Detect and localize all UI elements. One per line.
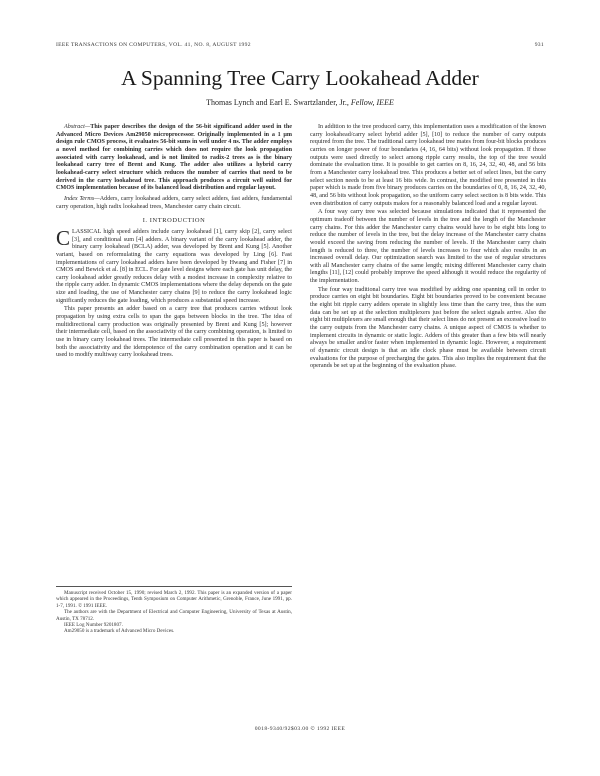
intro-paragraph-2: This paper presents an adder based on a carry tree that produces carries without look propagation by using extra cells to span the gaps between blocks in the tree. The idea of multidirectional carry production was originally presented by Brent and Kung [5]; however their intermediate cell, based on the associativity of the carry combining operation, is limited to use in binary carry lookahead trees. The intermediate cell presented in this paper is based on both the associativity and the idempotence of the carry combination operation and it can be used to modify multiway carry lookahead trees. — [56, 306, 292, 359]
index-terms-text: Adders, carry lookahead adders, carry select adders, fast adders, fundamental carry operation, high radix lookahead trees, Manchester carry chain circuit. — [56, 195, 292, 210]
footnotes — [56, 586, 292, 635]
right-paragraph-1: In addition to the tree produced carry, this implementation uses a modification of the known carry lookahead/carry select hybrid adder [5], [10] to reduce the number of carry outputs required from the tree. The traditional carry lookahead tree mates from four-bit blocks produces carries on longer power of four boundaries (4, 16, 64 bits) without look propagation. If those outputs were used directly to select among ripple carry results, the top of the tree would dominate the evaluation time. It is possible to get carries on 8, 16, 24, 32, 40, 48, and 56 bits from a Manchester carry lookahead tree. This produces a better set of select lines, but the carry select section needs to be at least 16 bits wide. In contrast, the modified tree presented in this paper which is made from five binary produces carries on the boundaries of 0, 8, 16, 24, 32, 40, 48, and 56 bits without look propagation, so the uniform carry select section is 8 bits wide. This even distribution of carry outputs makes for a reasonably balanced load and a regular layout. — [310, 124, 546, 207]
section-heading-introduction: I. INTRODUCTION — [142, 217, 206, 225]
index-terms-label: Index Terms— — [64, 195, 100, 202]
footnote-manuscript: Manuscript received October 15, 1990; revised March 2, 1992. This paper is an expanded version of a paper which appeared in the Proceedings, Tenth Symposium on Computer Arithmetic, Grenoble, France, June 1991, pp. 1-7, 1991. © 1991 IEEE. — [56, 590, 292, 609]
author-line — [0, 98, 600, 107]
drop-cap-letter: C — [56, 225, 71, 250]
footnote-log-number: IEEE Log Number 9201807. — [64, 622, 123, 629]
journal-line: IEEE TRANSACTIONS ON COMPUTERS, VOL. 41, NO. 8, AUGUST 1992 — [56, 42, 251, 48]
right-paragraph-3: The four way traditional carry tree was modified by adding one spanning cell in order to produce carries on eight bit boundaries. Eight bit boundaries proved to be convenient because the eight bit ripple carry adders operate in slightly less time than the carry tree, thus the sum data can be set up at the selection multiplexers just before the select signals arrive. Also the eight bit multiplexers are small enough that their select lines do not present an excessive load to the carry outputs from the Manchester carry chains. A unique aspect of CMOS is whether to implement circuits in dynamic or static logic. Adders of this greater than a few bits will nearly always be smaller and/or faster when implemented in dynamic logic. However, a requirement of dynamic circuit design is that an idle clock phase must be available between circuit evaluations for the purpose of precharging the gates. This also implies the requirement that the operands be set up at the beginning of the evaluation phase. — [310, 286, 546, 370]
footnote-affiliation: The authors are with the Department of Electrical and Computer Engineering, University of Texas at Austin, Austin, TX 78712. — [56, 609, 292, 622]
abstract-label: Abstract— — [64, 124, 91, 130]
abstract — [56, 124, 292, 193]
footnote-trademark: Am29050 is a trademark of Advanced Micro Devices. — [64, 628, 175, 635]
right-column — [310, 124, 546, 372]
left-column — [56, 124, 292, 361]
intro-paragraph-1 — [56, 225, 292, 306]
abstract-text: This paper describes the design of the 56-bit significand adder used in the Advanced Micro Devices Am29050 microprocessor. Originally implemented in a 1 μm design rule CMOS process, it evaluates 56-bit sums in well under 4 ns. The adder employs a novel method for combining carries which does not require the look propagation associated with carry lookahead, and is not limited to radix-2 trees as is the binary lookahead carry tree of Brent and Kung. The adder also utilizes a hybrid carry lookahead-carry select structure which reduces the number of carries that need to be derived in the carry lookahead tree. This approach produces a circuit well suited for CMOS implementation because of its balanced load distribution and regular layout. — [56, 124, 292, 192]
index-terms — [56, 196, 292, 211]
author-names: Thomas Lynch and Earl E. Swartzlander, Jr., — [206, 98, 349, 107]
author-membership: Fellow, IEEE — [350, 98, 394, 107]
page-number: 931 — [534, 42, 544, 48]
paper-title: A Spanning Tree Carry Lookahead Adder — [121, 66, 479, 90]
intro-paragraph-1-text: LASSICAL high speed adders include carry lookahead [1], carry skip [2], carry select [3], and conditional sum [4] adders. A binary variant of the carry lookahead adder, the binary carry lookahead (BCLA) adder, was developed by Brent and Kung [5]. Another variant, based on reformulating the carry equations was developed by Ling [6]. Fast implementations of carry lookahead adders have been developed by Hwang and Fisher [7] in CMOS and Bewick et al. [8] in ECL. For gate level designs where each gate has unit delay, the carry lookahead adder greatly reduces delay with a modest increase in complexity relative to the ripple carry adder. In dynamic CMOS implementations where the delay depends on the gate size and loading, the use of Manchester carry chains [9] to reduce the carry lookahead logic significantly reduces the gate loading, which produces a substantial speed increase. — [56, 228, 292, 304]
copyright-code: 0018-9340/92$03.00 © 1992 IEEE — [254, 726, 346, 732]
running-head — [56, 42, 544, 48]
right-paragraph-2: A four way carry tree was selected because simulations indicated that it represented the optimum tradeoff between the number of levels in the tree and the length of the Manchester carry chains. For this adder the Manchester carry chains would have to be eight bits long to reduce the number of levels in the tree, but the delay increase of the Manchester carry chains would exceed the saving from reducing the number of levels. If the Manchester carry chain length is reduced to three, the number of levels increases to four which also results in an increased overall delay. Our optimization search was limited to the use of regular structures with all Manchester carry chains of the same length; mixing different Manchester carry chain lengths [11], [12] could probably improve the speed although it would reduce the regularity of the implementation. — [310, 209, 546, 285]
